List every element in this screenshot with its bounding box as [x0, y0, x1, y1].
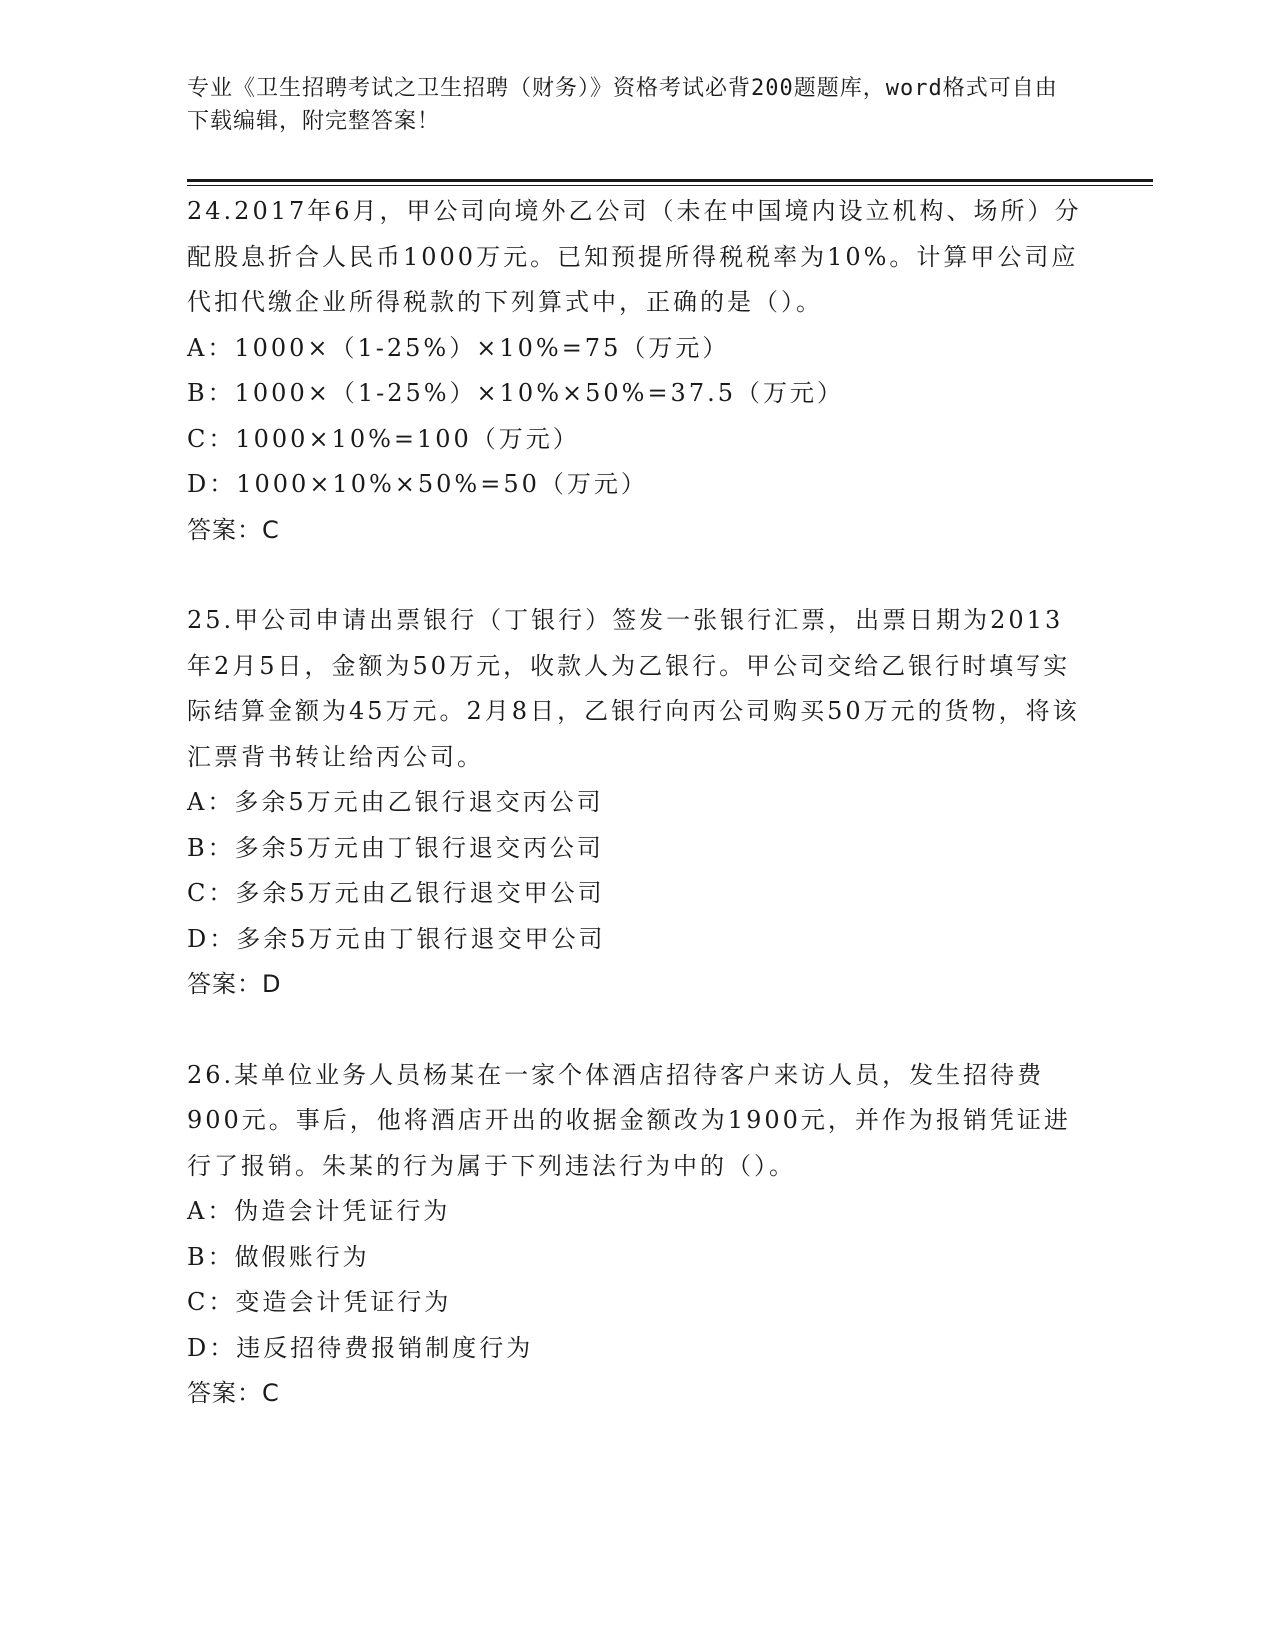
option-d: D：违反招待费报销制度行为	[187, 1333, 534, 1362]
question-stem: 26.某单位业务人员杨某在一家个体酒店招待客户来访人员，发生招待费900元。事后，他将酒店开出的收据金额改为1900元，并作为报销凭证进行了报销。朱某的行为属于下列违法行为中的（）。	[187, 1060, 1071, 1180]
option-b: B：多余5万元由丁银行退交丙公司	[187, 833, 604, 862]
question-list	[187, 189, 1087, 1462]
header-divider-thick	[187, 179, 1153, 182]
option-a: A：伪造会计凭证行为	[187, 1197, 451, 1225]
option-a: A：1000×（1-25%）×10%=75（万元）	[187, 333, 730, 362]
question-26	[187, 1053, 1087, 1417]
option-c: C：变造会计凭证行为	[187, 1288, 452, 1316]
option-d: D：1000×10%×50%=50（万元）	[187, 470, 648, 498]
question-24	[187, 189, 1087, 553]
question-stem: 25.甲公司申请出票银行（丁银行）签发一张银行汇票，出票日期为2013年2月5日，金额为50万元，收款人为乙银行。甲公司交给乙银行时填写实际结算金额为45万元。2月8日，乙银行向丙公司购买50万元的货物，将该汇票背书转让给丙公司。	[187, 606, 1080, 771]
option-c: C：1000×10%=100（万元）	[187, 424, 580, 453]
option-b: B：做假账行为	[187, 1242, 370, 1271]
option-d: D：多余5万元由丁银行退交甲公司	[187, 924, 606, 953]
option-c: C：多余5万元由乙银行退交甲公司	[187, 879, 605, 907]
question-25	[187, 598, 1087, 1008]
option-b: B：1000×（1-25%）×10%×50%=37.5（万元）	[187, 379, 844, 407]
document-header: 专业《卫生招聘考试之卫生招聘（财务）》资格考试必背200题题库，word格式可自由下载编辑，附完整答案！	[187, 76, 1058, 134]
option-a: A：多余5万元由乙银行退交丙公司	[187, 788, 604, 816]
answer-line: 答案：C	[187, 515, 280, 544]
answer-line: 答案：D	[187, 970, 282, 998]
header-divider-thin	[187, 185, 1153, 186]
question-stem: 24.2017年6月，甲公司向境外乙公司（未在中国境内设立机构、场所）分配股息折合人民币1000万元。已知预提所得税税率为10%。计算甲公司应代扣代缴企业所得税款的下列算式中，正确的是（）。	[187, 197, 1082, 316]
answer-line: 答案：C	[187, 1379, 280, 1407]
